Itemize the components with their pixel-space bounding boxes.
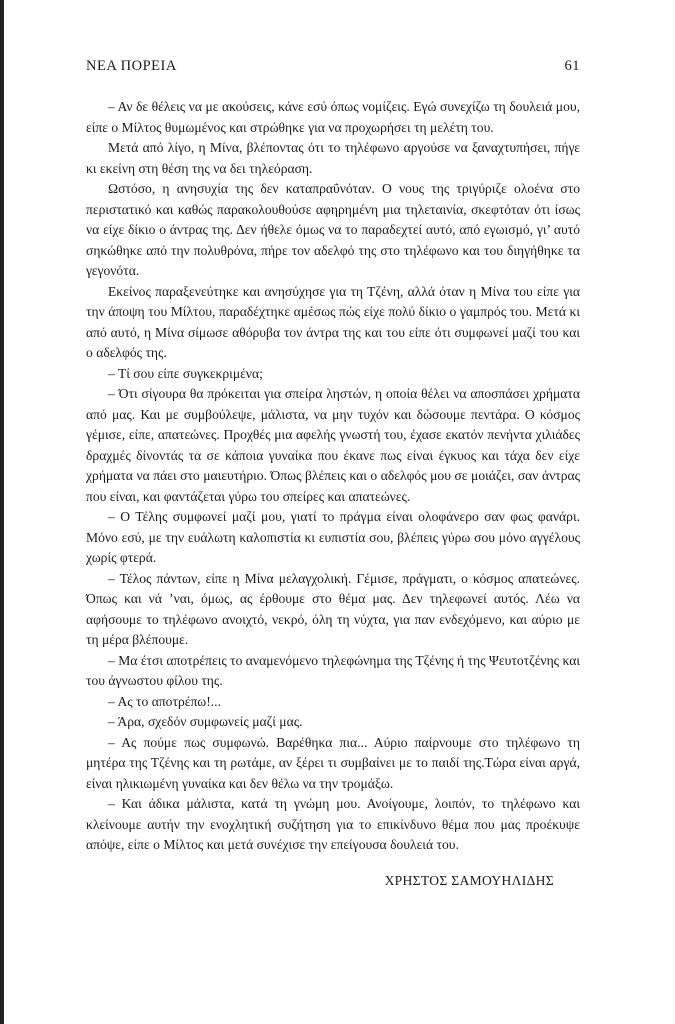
paragraph: Μετά από λίγο, η Μίνα, βλέποντας ότι το τηλέφωνο αργούσε να ξαναχτυπήσει, πήγε κι εκείνη στη θέση της να δει τηλεόραση. — [86, 140, 580, 176]
paragraph: – Ότι σίγουρα θα πρόκειται για σπείρα ληστών, η οποία θέλει να αποσπάσει χρήματα από μας. Και με συμβούλεψε, μάλιστα, να μην τυχόν και δώσουμε πεντάρα. Ο κόσμος γέμισε, είπε, απατεώνες. Προχθές μια αφελής γνωστή του, έχασε εκατόν πενήντα χιλιάδες δραχμές δίνοντάς τα σε κάποια γυναίκα που έκανε πως είναι έγκυος και τάχα δεν είχε χρήματα να πάει στο μαιευτήριο. Όπως βλέπεις και ο αδελφός μου σε μοιάζει, σαν άντρας που είναι, και φαντάζεται γύρω του σπείρες και απατεώνες. — [86, 386, 580, 504]
page-header — [86, 58, 580, 78]
page-number: 61 — [564, 58, 580, 74]
paragraph: – Μα έτσι αποτρέπεις το αναμενόμενο τηλεφώνημα της Τζένης ή της Ψευτοτζένης και του άγνωστου φίλου της. — [86, 652, 580, 688]
running-title: ΝΕΑ ΠΟΡΕΙΑ — [86, 58, 177, 74]
paragraph: Εκείνος παραξενεύτηκε και ανησύχησε για τη Τζένη, αλλά όταν η Μίνα του είπε για την άποψη του Μίλτου, παραδέχτηκε αμέσως πώς είχε πολύ δίκιο ο γαμπρός του. Μετά κι από αυτό, η Μίνα σίμωσε αθόρυβα τον άντρα της και του είπε ότι συμφωνεί μαζί του και ο αδελφός της. — [86, 283, 580, 360]
page-edge-mark — [0, 0, 4, 1024]
paragraph: – Άρα, σχεδόν συμφωνείς μαζί μας. — [108, 714, 303, 729]
paragraph: – Ο Τέλης συμφωνεί μαζί μου, γιατί το πράγμα είναι ολοφάνερο σαν φως φανάρι. Μόνο εσύ, με την ευάλωτη καλοπιστία κι ευπιστία σου, βλέπεις γύρω σου μόνο αγγέλους χωρίς φτερά. — [86, 509, 580, 565]
paragraph: Ωστόσο, η ανησυχία της δεν καταπραΰνόταν. Ο νους της τριγύριζε ολοένα στο περιστατικό και καθώς παρακολουθούσε αφηρημένη μια τηλεταινία, σκεφτόταν ότι ίσως να είχε δίκιο ο άντρας της. Δεν ήθελε όμως να το παραδεχτεί αυτό, από εγωισμό, γι’ αυτό σηκώθηκε από την πολυθρόνα, πήρε τον αδελφό της στο τηλέφωνο και του διηγήθηκε τα γεγονότα. — [86, 181, 580, 278]
paragraph: – Τί σου είπε συγκεκριμένα; — [108, 365, 263, 381]
author-signature: ΧΡΗΣΤΟΣ ΣΑΜΟΥΗΛΙΔΗΣ — [384, 873, 554, 888]
paragraph: – Ας το αποτρέπω!... — [108, 693, 221, 709]
paragraph: – Ας πούμε πως συμφωνώ. Βαρέθηκα πια... Αύριο παίρνουμε στο τηλέφωνο τη μητέρα της Τζένης και τη ρωτάμε, αν ξέρει τι συμβαίνει με το παιδί της.Τώρα είναι αργά, είναι ηλικιωμένη γυναίκα και δεν θέλω να την τρομάξω. — [86, 734, 580, 791]
paragraph: – Και άδικα μάλιστα, κατά τη γνώμη μου. Ανοίγουμε, λοιπόν, το τηλέφωνο και κλείνουμε αυτήν την ενοχλητική συζήτηση για το επικίνδυνο θέμα που μας προέκυψε απόψε, είπε ο Μίλτος και μετά συνέχισε την επείγουσα δουλειά του. — [86, 796, 580, 852]
paragraph: – Τέλος πάντων, είπε η Μίνα μελαγχολική. Γέμισε, πράγματι, ο κόσμος απατεώνες. Όπως και νά ’ναι, όμως, ας έρθουμε στο θέμα μας. Δεν τηλεφωνεί αυτός. Λέω να αφήσουμε το τηλέφωνο ανοιχτό, νεκρό, όλη τη νύχτα, για παν ενδεχόμενο, και αύριο με τη μέρα βλέπουμε. — [86, 570, 580, 647]
body-text — [86, 97, 580, 856]
paragraph: – Αν δε θέλεις να με ακούσεις, κάνε εσύ όπως νομίζεις. Εγώ συνεχίζω τη δουλειά μου, είπε ο Μίλτος θυμωμένος και στρώθηκε για να προχωρήσει τη μελέτη του. — [86, 99, 580, 135]
